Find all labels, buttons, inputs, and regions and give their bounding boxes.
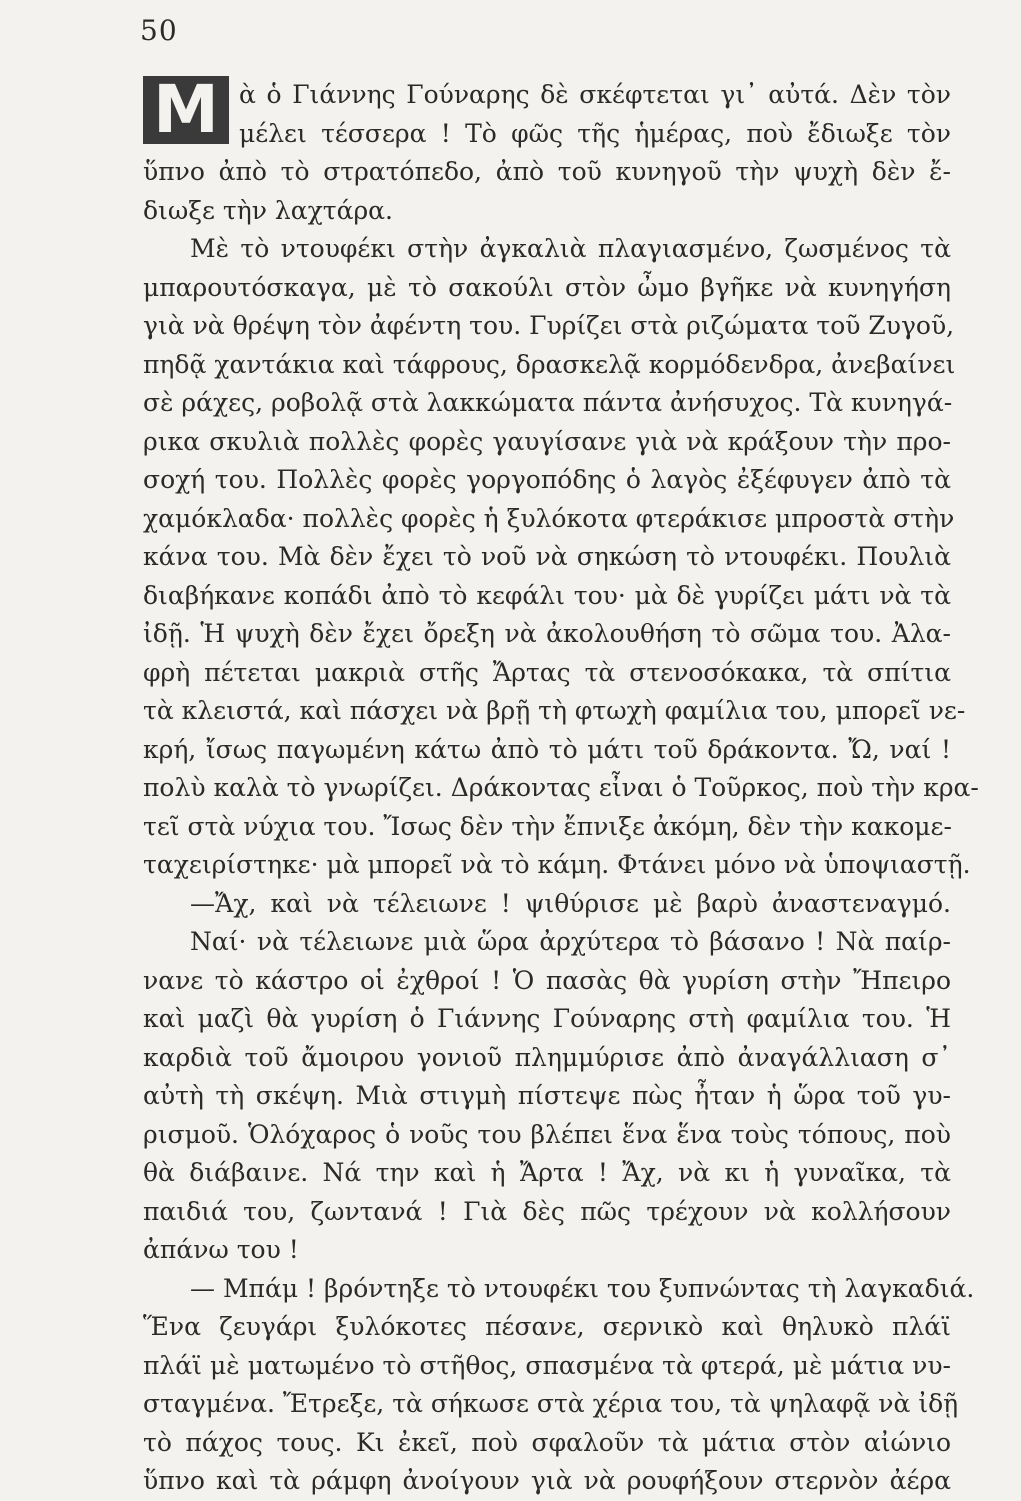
text-line: τὰ κλειστά, καὶ πάσχει νὰ βρῇ τὴ φτωχὴ φαμίλια του, μπορεῖ νε-	[143, 696, 966, 725]
text-line: καὶ μαζὶ θὰ γυρίση ὁ Γιάννης Γούναρης στὴ φαμίλια του. Ἡ	[143, 1004, 951, 1033]
text-line: χαμόκλαδα· πολλὲς φορὲς ἡ ξυλόκοτα φτεράκισε μπροστὰ στὴν	[143, 503, 955, 533]
text-line: μέλει τέσσερα ! Τὸ φῶς τῆς ἡμέρας, ποὺ ἔδιωξε τὸν	[239, 118, 951, 148]
text-line: ταχειρίστηκε· μὰ μπορεῖ νὰ τὸ κάμη. Φτάνει μόνο νὰ ὑποψιαστῇ.	[143, 850, 971, 879]
text-line: ὕπνο ἀπὸ τὸ στρατόπεδο, ἀπὸ τοῦ κυνηγοῦ τὴν ψυχὴ δὲν ἔ-	[143, 157, 951, 186]
text-line: ὰ ὁ Γιάννης Γούναρης δὲ σκέφτεται γι᾽ αὐτά. Δὲν τὸν	[239, 80, 951, 109]
text-line: διωξε τὴν λαχτάρα.	[143, 195, 393, 225]
body-text	[143, 71, 979, 1501]
text-line: παιδιά του, ζωντανά ! Γιὰ δὲς πῶς τρέχουν νὰ κολλήσουν	[143, 1196, 951, 1226]
text-line: ρικα σκυλιὰ πολλὲς φορὲς γαυγίσανε γιὰ νὰ κράξουν τὴν προ-	[143, 426, 951, 456]
text-line: πολὺ καλὰ τὸ γνωρίζει. Δράκοντας εἶναι ὁ Τοῦρκος, ποὺ τὴν κρα-	[143, 773, 979, 802]
text-line: ρισμοῦ. Ὁλόχαρος ὁ νοῦς του βλέπει ἕνα ἕνα τοὺς τόπους, ποὺ	[143, 1119, 951, 1149]
text-line: Ναί· νὰ τέλειωνε μιὰ ὥρα ἀρχύτερα τὸ βάσανο ! Νὰ παίρ-	[190, 927, 951, 956]
text-line: τεῖ στὰ νύχια του. Ἴσως δὲν τὴν ἔπνιξε ἀκόμη, δὲν τὴν κακομε-	[143, 811, 952, 841]
text-line: ἀπάνω του !	[143, 1235, 299, 1264]
text-line: κάνα του. Μὰ δὲν ἔχει τὸ νοῦ νὰ σηκώση τὸ ντουφέκι. Πουλιὰ	[143, 542, 951, 571]
text-line: θὰ διάβαινε. Νά την καὶ ἡ Ἄρτα ! Ἄχ, νὰ κι ἡ γυναῖκα, τὰ	[143, 1158, 951, 1187]
text-line: αὐτὴ τὴ σκέψη. Μιὰ στιγμὴ πίστεψε πὼς ἦταν ἡ ὥρα τοῦ γυ-	[143, 1081, 951, 1110]
text-line: νανε τὸ κάστρο οἱ ἐχθροί ! Ὁ πασὰς θὰ γυρίση στὴν Ἤπειρο	[143, 965, 951, 995]
text-line: — Μπάμ ! βρόντηξε τὸ ντουφέκι του ξυπνώντας τὴ λαγκαδιά.	[190, 1273, 975, 1303]
text-line: κρή, ἴσως παγωμένη κάτω ἀπὸ τὸ μάτι τοῦ δράκοντα. Ὤ, ναί !	[143, 734, 951, 764]
text-line: σταγμένα. Ἔτρεξε, τὰ σήκωσε στὰ χέρια του, τὰ ψηλαφᾷ νὰ ἰδῇ	[143, 1389, 959, 1418]
text-line: Ἕνα ζευγάρι ξυλόκοτες πέσανε, σερνικὸ καὶ θηλυκὸ πλάϊ	[143, 1312, 951, 1341]
text-line: ἰδῇ. Ἡ ψυχὴ δὲν ἔχει ὄρεξη νὰ ἀκολουθήση τὸ σῶμα του. Ἀλα-	[143, 619, 951, 648]
text-line: γιὰ νὰ θρέψη τὸν ἀφέντη του. Γυρίζει στὰ ριζώματα τοῦ Ζυγοῦ,	[143, 311, 955, 340]
text-line: —Ἄχ, καὶ νὰ τέλειωνε ! ψιθύρισε μὲ βαρὺ ἀναστεναγμό.	[190, 888, 951, 918]
text-line: Μὲ τὸ ντουφέκι στὴν ἀγκαλιὰ πλαγιασμένο, ζωσμένος τὰ	[190, 234, 951, 263]
text-line: φρὴ πέτεται μακριὰ στῆς Ἄρτας τὰ στενοσόκακα, τὰ σπίτια	[143, 657, 951, 687]
page-number: 50	[140, 14, 178, 47]
text-line: σοχή του. Πολλὲς φορὲς γοργοπόδης ὁ λαγὸς ἐξέφυγεν ἀπὸ τὰ	[143, 465, 951, 494]
text-line: σὲ ράχες, ροβολᾷ στὰ λακκώματα πάντα ἀνήσυχος. Τὰ κυνηγά-	[143, 388, 953, 417]
text-line: πηδᾷ χαντάκια καὶ τάφρους, δρασκελᾷ κορμόδενδρα, ἀνεβαίνει	[143, 349, 956, 379]
text-line: πλάϊ μὲ ματωμένο τὸ στῆθος, σπασμένα τὰ φτερά, μὲ μάτια νυ-	[143, 1350, 951, 1380]
text-line: καρδιὰ τοῦ ἄμοιρου γονιοῦ πλημμύρισε ἀπὸ ἀναγάλλιαση σ᾽	[143, 1042, 951, 1072]
text-line: μπαρουτόσκαγα, μὲ τὸ σακούλι στὸν ὦμο βγῆκε νὰ κυνηγήση	[143, 272, 951, 302]
text-line: ὕπνο καὶ τὰ ράμφη ἀνοίγουν γιὰ νὰ ρουφήξουν στερνὸν ἀέρα	[143, 1466, 951, 1495]
text-line: διαβήκανε κοπάδι ἀπὸ τὸ κεφάλι του· μὰ δὲ γυρίζει μάτι νὰ τὰ	[143, 580, 951, 610]
drop-cap: Μ	[143, 76, 229, 144]
text-line: τὸ πάχος τους. Κι ἐκεῖ, ποὺ σφαλοῦν τὰ μάτια στὸν αἰώνιο	[143, 1427, 951, 1457]
